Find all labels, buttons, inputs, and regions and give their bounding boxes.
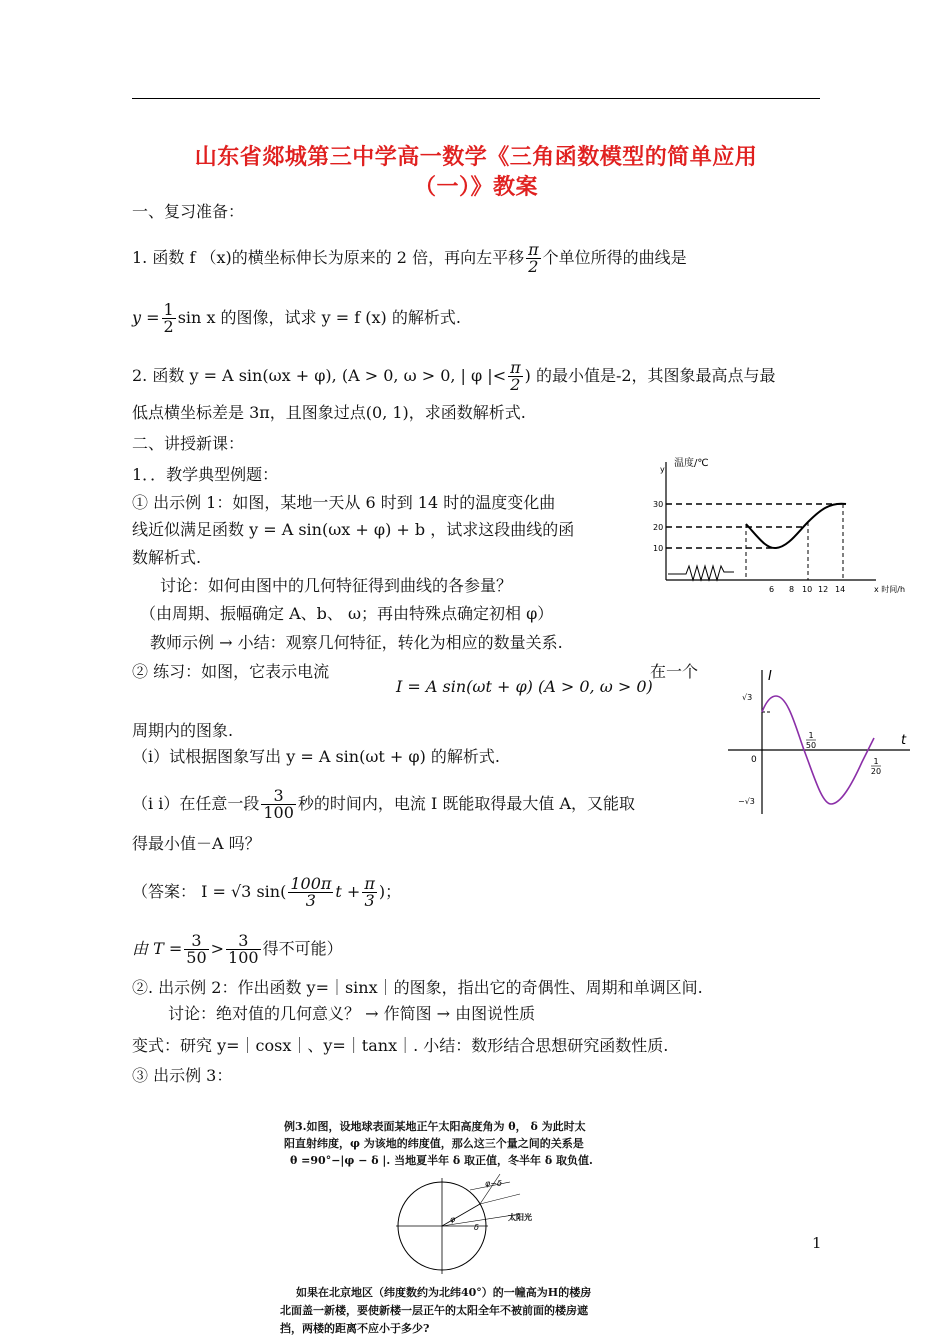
- by-fraction-3-100: $\frac{3}{100}$: [228, 931, 259, 967]
- q1-y: y =: [132, 308, 160, 327]
- discussion-1: 讨论：如何由图中的几何特征得到曲线的各参量？: [160, 576, 513, 595]
- current-frac1-num: 1: [808, 731, 814, 740]
- period-compare-line: [132, 933, 343, 966]
- answer-line: [132, 876, 401, 909]
- label-phi-minus-delta: φ−δ: [485, 1179, 502, 1188]
- item-typical-examples: 1．．教学典型例题：: [132, 465, 279, 484]
- by-text-a: 由 T =: [132, 939, 183, 958]
- temp-y-label: 温度/℃: [674, 458, 709, 469]
- temperature-graph: [648, 452, 928, 602]
- temp-curve: [746, 504, 846, 548]
- current-neg-sqrt3: −√3: [738, 797, 755, 806]
- temp-x-6: 6: [769, 585, 775, 594]
- question-1-line2: [132, 302, 461, 335]
- practice-line1-end: 在一个: [650, 662, 699, 681]
- temp-tick-10: 10: [653, 544, 664, 553]
- question-2-line2: 低点横坐标差是 3π，且图象过点(0, 1)，求函数解析式.: [132, 403, 526, 422]
- q1-text-c: sin x 的图像，试求 y = f (x) 的解析式.: [177, 308, 461, 327]
- teacher-summary: 教师示例 → 小结：观察几何特征，转化为相应的数量关系.: [150, 633, 563, 652]
- by-gt: >: [210, 939, 225, 958]
- temp-y-letter: y: [660, 465, 665, 474]
- practice-line2: 周期内的图象.: [132, 721, 234, 740]
- ans-t: t +: [335, 882, 361, 901]
- ex3-text-line2: 阳直射纬度，φ 为该地的纬度值，那么这三个量之间的关系是: [284, 1137, 584, 1150]
- example-2: ②. 出示例 2：作出函数 y=｜sinx｜的图象，指出它的奇偶性、周期和单调区间.: [132, 978, 703, 997]
- q1-text-b: 个单位所得的曲线是: [542, 248, 687, 267]
- temp-x-10: 10: [802, 585, 813, 594]
- header-rule: [132, 98, 820, 99]
- by-text-b: 得不可能）: [262, 939, 343, 958]
- current-sqrt3: √3: [742, 693, 753, 702]
- current-I-label: I: [768, 669, 772, 684]
- label-sunlight: 太阳光: [508, 1213, 532, 1222]
- question-1: [132, 242, 687, 275]
- label-phi: φ: [450, 1215, 456, 1224]
- temp-x-12: 12: [818, 585, 829, 594]
- doc-title-line1: 山东省郯城第三中学高一数学《三角函数模型的简单应用: [194, 144, 758, 170]
- temp-x-label: x 时间/h: [874, 585, 906, 594]
- q2-text-a: 2. 函数 y = A sin(ωx + φ), (A > 0, ω > 0, | φ |<: [132, 366, 507, 385]
- q1-fraction-half: $\frac{1}{2}$: [163, 300, 174, 336]
- current-t-label: t: [901, 733, 907, 748]
- q2-fraction-pi-over-2: $\frac{\pi}{2}$: [510, 358, 521, 394]
- ex3-question-line3: 挡，两楼的距离不应小于多少?: [280, 1322, 430, 1335]
- earth-diagram: [390, 1172, 570, 1282]
- question-ii-line2: 得最小值－A 吗？: [132, 834, 261, 853]
- question-2: [132, 360, 776, 393]
- qii-text-b: 秒的时间内，电流 I 既能取得最大值 A，又能取: [297, 794, 636, 813]
- q2-text-b: ) 的最小值是-2，其图象最高点与最: [524, 366, 776, 385]
- section-review: 一、复习准备：: [132, 202, 245, 221]
- ex3-question-line1: 如果在北京地区（纬度数约为北纬40°）的一幢高为H的楼房: [296, 1286, 592, 1299]
- example-3: ③ 出示例 3：: [132, 1066, 233, 1085]
- temp-x-14: 14: [835, 585, 846, 594]
- question-i: （i）试根据图象写出 y = A sin(ωt + φ) 的解析式.: [132, 747, 501, 766]
- ex3-question-line2: 北面盖一新楼，要使新楼一层正午的太阳全年不被前面的楼房遮: [280, 1304, 588, 1317]
- current-graph: [724, 664, 920, 818]
- current-frac2-den: 20: [870, 767, 882, 776]
- qii-text-a: （i i）在任意一段: [132, 794, 260, 813]
- ans-fraction-freq: $\frac{100\pi}{3}$: [290, 874, 332, 910]
- practice-line1: ② 练习：如图，它表示电流: [132, 662, 330, 681]
- question-ii: [132, 788, 635, 821]
- q1-fraction-pi-over-2: $\frac{\pi}{2}$: [528, 240, 539, 276]
- variant-line: 变式：研究 y=｜cosx｜、y=｜tanx｜. 小结：数形结合思想研究函数性质.: [132, 1036, 669, 1055]
- qii-fraction: $\frac{3}{100}$: [263, 786, 294, 822]
- page-number: 1: [812, 1234, 822, 1252]
- current-origin: 0: [751, 755, 757, 765]
- example-1-line3: 数解析式.: [132, 548, 202, 567]
- label-delta: δ: [474, 1223, 479, 1232]
- ex3-text-line3: θ =90°−|φ − δ |. 当地夏半年 δ 取正值，冬半年 δ 取负值.: [290, 1154, 593, 1167]
- temp-tick-30: 30: [653, 500, 664, 509]
- temp-tick-20: 20: [653, 523, 664, 532]
- example-1-line2: 线近似满足函数 y = A sin(ωx + φ) + b ，试求这段曲线的函: [132, 520, 575, 539]
- by-fraction-3-50: $\frac{3}{50}$: [186, 931, 207, 967]
- current-frac2-num: 1: [873, 757, 879, 766]
- section-new-lesson: 二、讲授新课：: [132, 434, 245, 453]
- temp-x-8: 8: [789, 585, 795, 594]
- ans-text-b: )；: [378, 882, 402, 901]
- example-1-line1: ① 出示例 1：如图，某地一天从 6 时到 14 时的温度变化曲: [132, 493, 556, 512]
- ans-text-a: （答案： I = √3 sin(: [132, 882, 287, 901]
- ex3-text-line1: 例3.如图，设地球表面某地正午太阳高度角为 θ， δ 为此时太: [284, 1120, 586, 1133]
- practice-formula: I = A sin(ωt + φ) (A > 0, ω > 0): [396, 677, 653, 696]
- discussion-1-hint: （由周期、振幅确定 A、b、 ω；再由特殊点确定初相 φ）: [140, 604, 554, 623]
- discussion-2: 讨论：绝对值的几何意义？ → 作简图 → 由图说性质: [168, 1004, 536, 1023]
- q1-text-a: 1. 函数 f （x)的横坐标伸长为原来的 2 倍，再向左平移: [132, 248, 525, 267]
- current-frac1-den: 50: [805, 741, 817, 750]
- temp-axis-break: [668, 566, 734, 580]
- ans-fraction-phase: $\frac{\pi}{3}$: [364, 874, 375, 910]
- doc-title-line2: （一）》教案: [413, 174, 538, 200]
